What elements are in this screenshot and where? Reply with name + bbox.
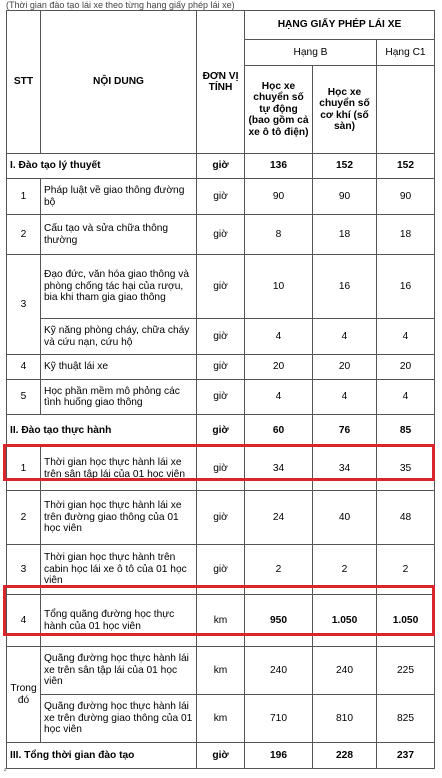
value-b-auto: 710 <box>245 695 313 743</box>
value-c1: 16 <box>377 255 435 319</box>
value-b-auto: 24 <box>245 491 313 545</box>
value-b-manual: 240 <box>313 647 377 695</box>
value-b-auto: 10 <box>245 255 313 319</box>
value-c1: 225 <box>377 647 435 695</box>
value-c1: 825 <box>377 695 435 743</box>
stt-cell: 5 <box>7 380 41 415</box>
table-row <box>7 743 435 769</box>
header-hang-gplx: HẠNG GIẤY PHÉP LÁI XE <box>245 11 435 40</box>
page-footmark: ² <box>4 768 7 775</box>
table-row <box>7 319 435 355</box>
unit-cell: giờ <box>197 179 245 215</box>
stt-cell: 1 <box>7 447 41 491</box>
content-cell: Pháp luật về giao thông đường bộ <box>41 179 197 215</box>
value-c1: 152 <box>377 154 435 179</box>
content-cell: Học phần mềm mô phỏng các tình huống giao thông <box>41 380 197 415</box>
unit-cell: giờ <box>197 215 245 255</box>
value-b-auto: 4 <box>245 319 313 355</box>
content-cell: Quãng đường học thực hành lái xe trên đường giao thông của 01 học viên <box>41 695 197 743</box>
value-c1: 18 <box>377 215 435 255</box>
content-cell: Cấu tạo và sửa chữa thông thường <box>41 215 197 255</box>
content-cell: Kỹ thuật lái xe <box>41 355 197 380</box>
unit-cell: km <box>197 695 245 743</box>
value-b-manual: 810 <box>313 695 377 743</box>
table-row <box>7 415 435 447</box>
unit-cell: giờ <box>197 255 245 319</box>
header-c1-empty <box>377 66 435 154</box>
value-b-auto: 2 <box>245 545 313 595</box>
value-c1: 48 <box>377 491 435 545</box>
table-row <box>7 179 435 215</box>
unit-cell: giờ <box>197 355 245 380</box>
table-row <box>7 447 435 491</box>
unit-cell: giờ <box>197 743 245 769</box>
stt-cell: 3 <box>7 255 41 355</box>
header-noi-dung: NỘI DUNG <box>41 11 197 154</box>
table-row <box>7 154 435 179</box>
value-b-manual: 90 <box>313 179 377 215</box>
value-b-manual: 40 <box>313 491 377 545</box>
content-cell: Kỹ năng phòng cháy, chữa cháy và cứu nạn, cứu hộ <box>41 319 197 355</box>
content-cell: Quãng đường học thực hành lái xe trên sân tập lái của 01 học viên <box>41 647 197 695</box>
unit-cell: giờ <box>197 545 245 595</box>
caption: (Thời gian đào tạo lái xe theo từng hạng giấy phép lái xe) <box>6 0 235 10</box>
value-b-manual: 4 <box>313 319 377 355</box>
table-row <box>7 695 435 743</box>
value-b-manual: 34 <box>313 447 377 491</box>
value-c1: 1.050 <box>377 595 435 647</box>
unit-cell: giờ <box>197 154 245 179</box>
value-b-auto: 90 <box>245 179 313 215</box>
table-row <box>7 380 435 415</box>
content-cell: Thời gian học thực hành lái xe trên sân tập lái của 01 học viên <box>41 447 197 491</box>
value-b-manual: 76 <box>313 415 377 447</box>
table-row <box>7 595 435 647</box>
value-b-auto: 34 <box>245 447 313 491</box>
value-c1: 35 <box>377 447 435 491</box>
table-row <box>7 545 435 595</box>
header-b-co-khi: Học xe chuyển số cơ khí (số sàn) <box>313 66 377 154</box>
unit-cell: giờ <box>197 319 245 355</box>
header-hang-b: Hạng B <box>245 40 377 66</box>
value-b-manual: 1.050 <box>313 595 377 647</box>
unit-cell: giờ <box>197 415 245 447</box>
value-c1: 237 <box>377 743 435 769</box>
unit-cell: giờ <box>197 380 245 415</box>
table-row <box>7 255 435 319</box>
value-c1: 20 <box>377 355 435 380</box>
content-cell: Đạo đức, văn hóa giao thông và phòng chống tác hại của rượu, bia khi tham gia giao thông <box>41 255 197 319</box>
table-row <box>7 491 435 545</box>
table-row <box>7 647 435 695</box>
stt-cell: 4 <box>7 595 41 647</box>
value-b-manual: 16 <box>313 255 377 319</box>
content-cell: Thời gian học thực hành lái xe trên đường giao thông của 01 học viên <box>41 491 197 545</box>
header-hang-c1: Hạng C1 <box>377 40 435 66</box>
value-b-manual: 18 <box>313 215 377 255</box>
value-b-manual: 4 <box>313 380 377 415</box>
stt-cell: 4 <box>7 355 41 380</box>
unit-cell: giờ <box>197 491 245 545</box>
value-b-auto: 4 <box>245 380 313 415</box>
unit-cell: km <box>197 595 245 647</box>
value-b-auto: 60 <box>245 415 313 447</box>
table-row <box>7 215 435 255</box>
value-b-auto: 136 <box>245 154 313 179</box>
header-don-vi: ĐƠN VỊ TÍNH <box>197 11 245 154</box>
value-b-manual: 20 <box>313 355 377 380</box>
value-b-manual: 228 <box>313 743 377 769</box>
value-c1: 4 <box>377 319 435 355</box>
value-b-auto: 196 <box>245 743 313 769</box>
value-c1: 90 <box>377 179 435 215</box>
value-c1: 2 <box>377 545 435 595</box>
stt-cell: 2 <box>7 215 41 255</box>
unit-cell: km <box>197 647 245 695</box>
section-title: II. Đào tạo thực hành <box>7 415 197 447</box>
value-b-manual: 152 <box>313 154 377 179</box>
content-cell: Tổng quãng đường học thực hành của 01 học viên <box>41 595 197 647</box>
value-b-auto: 20 <box>245 355 313 380</box>
value-b-manual: 2 <box>313 545 377 595</box>
header-b-tu-dong: Học xe chuyển số tự động (bao gồm cả xe ô tô điện) <box>245 66 313 154</box>
section-title: III. Tổng thời gian đào tạo <box>7 743 197 769</box>
stt-cell: 2 <box>7 491 41 545</box>
value-c1: 4 <box>377 380 435 415</box>
value-b-auto: 8 <box>245 215 313 255</box>
section-title: I. Đào tạo lý thuyết <box>7 154 197 179</box>
stt-cell: 3 <box>7 545 41 595</box>
value-c1: 85 <box>377 415 435 447</box>
stt-cell: Trong đó <box>7 647 41 743</box>
content-cell: Thời gian học thực hành trên cabin học lái xe ô tô của 01 học viên <box>41 545 197 595</box>
table-row <box>7 355 435 380</box>
header-stt: STT <box>7 11 41 154</box>
training-hours-table <box>6 10 435 769</box>
value-b-auto: 240 <box>245 647 313 695</box>
stt-cell: 1 <box>7 179 41 215</box>
unit-cell: giờ <box>197 447 245 491</box>
value-b-auto: 950 <box>245 595 313 647</box>
